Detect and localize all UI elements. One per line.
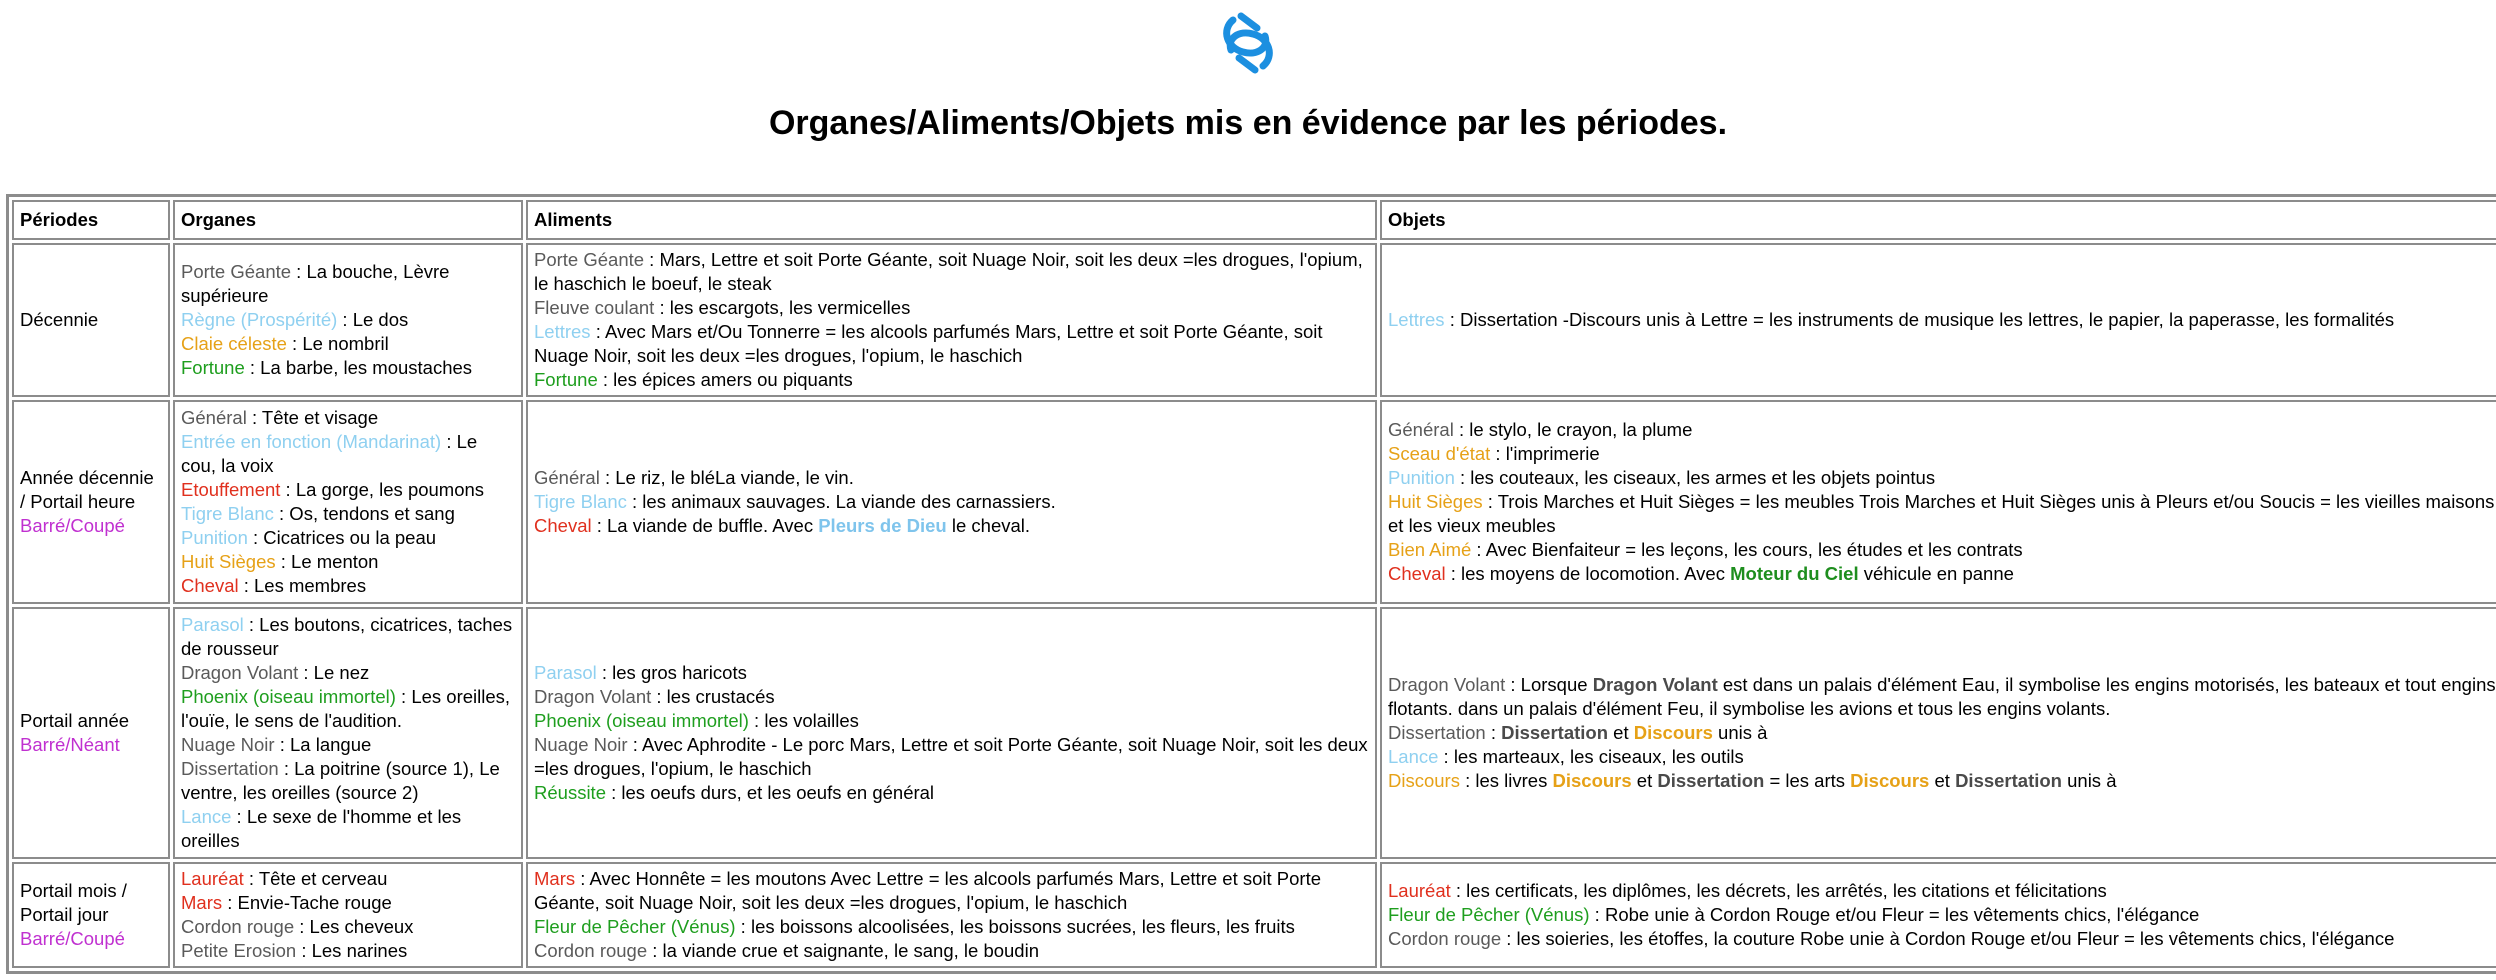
item-mid: = les arts (1764, 770, 1851, 791)
item-mid: et (1631, 770, 1658, 791)
list-item (181, 613, 515, 661)
item-text: : les volailles (748, 710, 859, 731)
list-item (181, 478, 515, 502)
list-item (181, 406, 515, 430)
item-label: Lance (181, 806, 232, 827)
item-label: Tigre Blanc (181, 503, 274, 524)
item-label: Lauréat (181, 868, 244, 889)
list-item (181, 430, 515, 478)
item-text: : Mars, Lettre et soit Porte Géante, soit Nuage Noir, soit les deux =les drogues, l'opium, le haschich le boeuf, le steak (534, 249, 1363, 294)
table-row-annee-decennie (12, 400, 2496, 604)
list-item (534, 248, 1369, 296)
item-text: : les soieries, les étoffes, la couture Robe unie à Cordon Rouge et/ou Fleur = les vêtements chics, l'élégance (1501, 928, 2395, 949)
period-sub: Barré/Néant (20, 734, 120, 755)
item-label: Tigre Blanc (534, 491, 627, 512)
item-text: : Avec Mars et/Ou Tonnerre = les alcools parfumés Mars, Lettre et soit Porte Géante, soit Nuage Noir, soit les deux =les drogues, l'opium, le haschich (534, 321, 1323, 366)
list-item (181, 891, 515, 915)
item-label: Punition (181, 527, 248, 548)
item-label: Fortune (534, 369, 598, 390)
list-item (181, 915, 515, 939)
item-text: : les épices amers ou piquants (597, 369, 853, 390)
item-label: Huit Sièges (1388, 491, 1483, 512)
list-item (534, 733, 1369, 781)
list-item (534, 514, 1369, 538)
item-label: Cheval (534, 515, 592, 536)
list-item (181, 502, 515, 526)
period-name: Décennie (20, 309, 99, 330)
item-text: : Le sexe de l'homme et les oreilles (181, 806, 462, 851)
item-text: : Les membres (238, 575, 367, 596)
item-tail: véhicule en panne (1858, 563, 2014, 584)
list-item (534, 490, 1369, 514)
list-item (1388, 769, 2496, 793)
list-item (1388, 927, 2496, 951)
period-name: Portail année (20, 710, 130, 731)
list-item (181, 308, 515, 332)
period-cell (12, 607, 170, 859)
table-row-decennie (12, 243, 2496, 397)
item-label: Claie céleste (181, 333, 287, 354)
item-label: Mars (181, 892, 223, 913)
item-bold: Dragon Volant (1592, 674, 1718, 695)
item-text: : Tête et cerveau (243, 868, 388, 889)
item-text: : Avec Honnête = les moutons Avec Lettre = les alcools parfumés Mars, Lettre et soit Porte Géante, soit Nuage Noir, soit les deux =les drogues, l'opium, le haschich (534, 868, 1321, 913)
list-item (534, 320, 1369, 368)
objets-cell (1380, 400, 2496, 604)
item-label: Nuage Noir (534, 734, 628, 755)
list-item (181, 526, 515, 550)
period-sub: Barré/Coupé (20, 928, 125, 949)
item-label: Petite Erosion (181, 940, 297, 961)
list-item (181, 332, 515, 356)
item-mid: et (1608, 722, 1634, 743)
item-bold: Discours (1552, 770, 1632, 791)
item-bold: Dissertation (1501, 722, 1609, 743)
objets-cell (1380, 243, 2496, 397)
item-text: : Le menton (275, 551, 379, 572)
item-bold: Pleurs de Dieu (818, 515, 947, 536)
item-text: : La langue (274, 734, 372, 755)
list-item (534, 867, 1369, 915)
item-label: Mars (534, 868, 576, 889)
item-text: : Les boutons, cicatrices, taches de rousseur (181, 614, 513, 659)
objets-cell (1380, 862, 2496, 968)
item-text: : les escargots, les vermicelles (654, 297, 911, 318)
item-text: : La viande de buffle. Avec (591, 515, 819, 536)
item-label: Général (181, 407, 247, 428)
list-item (534, 296, 1369, 320)
aliments-cell (526, 862, 1377, 968)
item-text: : les certificats, les diplômes, les décrets, les arrêtés, les citations et félicitations (1450, 880, 2107, 901)
list-item (534, 685, 1369, 709)
list-item (181, 260, 515, 308)
period-cell (12, 243, 170, 397)
item-text: : Les cheveux (294, 916, 414, 937)
item-label: Porte Géante (181, 261, 292, 282)
item-text: : Avec Bienfaiteur = les leçons, les cours, les études et les contrats (1471, 539, 2023, 560)
list-item (1388, 673, 2496, 721)
organes-cell (173, 862, 523, 968)
list-item (1388, 879, 2496, 903)
item-tail: est dans un palais d'élément Eau, il symbolise les engins motorisés, les bateaux et tout engins flotants. dans un palais d'élément Feu, il symbolise les avions et tous les engins volants. (1388, 674, 2496, 719)
item-label: Règne (Prospérité) (181, 309, 338, 330)
list-item (181, 939, 515, 963)
period-cell (12, 862, 170, 968)
item-label: Sceau d'état (1388, 443, 1491, 464)
item-text: : Dissertation -Discours unis à Lettre = les instruments de musique les lettres, le papier, la paperasse, les formalités (1444, 309, 2395, 330)
item-text: : (1485, 722, 1502, 743)
table-row-portail-mois (12, 862, 2496, 968)
item-label: Parasol (534, 662, 597, 683)
item-text: : Le riz, le bléLa viande, le vin. (599, 467, 854, 488)
item-label: Dragon Volant (534, 686, 652, 707)
item-text: : Les narines (296, 940, 408, 961)
item-text: : les crustacés (651, 686, 775, 707)
item-text: : les livres (1459, 770, 1553, 791)
item-text: : Tête et visage (246, 407, 379, 428)
item-text: : Cicatrices ou la peau (247, 527, 437, 548)
header-objets: Objets (1380, 200, 2496, 240)
item-label: Parasol (181, 614, 244, 635)
item-bold: Moteur du Ciel (1730, 563, 1859, 584)
period-name: Année décennie / Portail heure (20, 467, 154, 512)
item-text: : les couteaux, les ciseaux, les armes et les objets pointus (1454, 467, 1936, 488)
item-tail: unis à (1712, 722, 1768, 743)
page-title: Organes/Aliments/Objets mis en évidence par les périodes. (768, 104, 1728, 142)
list-item (534, 368, 1369, 392)
item-text: : Le nombril (286, 333, 389, 354)
item-label: Lettres (1388, 309, 1445, 330)
item-label: Lettres (534, 321, 591, 342)
list-item (1388, 490, 2496, 538)
list-item (1388, 745, 2496, 769)
periods-table (6, 194, 2496, 974)
item-label: Dissertation (181, 758, 279, 779)
item-label: Cordon rouge (534, 940, 648, 961)
list-item (534, 781, 1369, 805)
period-name: Portail mois / Portail jour (20, 880, 127, 925)
item-label: Bien Aimé (1388, 539, 1472, 560)
list-item (1388, 562, 2496, 586)
item-text: : Avec Aphrodite - Le porc Mars, Lettre et soit Porte Géante, soit Nuage Noir, soit les deux =les drogues, l'opium, le haschich (534, 734, 1368, 779)
item-label: Dragon Volant (181, 662, 299, 683)
period-cell (12, 400, 170, 604)
item-label: Entrée en fonction (Mandarinat) (181, 431, 442, 452)
item-text: : les boissons alcoolisées, les boissons sucrées, les fleurs, les fruits (735, 916, 1295, 937)
header-organes: Organes (173, 200, 523, 240)
list-item (1388, 418, 2496, 442)
item-bold: Dissertation (1657, 770, 1765, 791)
item-label: Fleur de Pêcher (Vénus) (534, 916, 736, 937)
list-item (534, 915, 1369, 939)
item-label: Punition (1388, 467, 1455, 488)
header-aliments: Aliments (526, 200, 1377, 240)
aliments-cell (526, 400, 1377, 604)
organes-cell (173, 243, 523, 397)
item-mid: et (1929, 770, 1956, 791)
item-text: : les animaux sauvages. La viande des carnassiers. (626, 491, 1056, 512)
item-label: Fortune (181, 357, 245, 378)
item-label: Lauréat (1388, 880, 1451, 901)
table-row-portail-annee (12, 607, 2496, 859)
item-label: Phoenix (oiseau immortel) (534, 710, 749, 731)
list-item (181, 757, 515, 805)
item-label: Lance (1388, 746, 1439, 767)
knot-logo-icon (1213, 8, 1283, 78)
list-item (1388, 903, 2496, 927)
item-text: : Lorsque (1505, 674, 1593, 695)
item-label: Cheval (181, 575, 239, 596)
period-sub: Barré/Coupé (20, 515, 125, 536)
list-item (1388, 308, 2496, 332)
list-item (534, 466, 1369, 490)
item-tail: le cheval. (946, 515, 1031, 536)
list-item (1388, 466, 2496, 490)
item-text: : Le dos (337, 309, 409, 330)
aliments-cell (526, 607, 1377, 859)
item-bold: Discours (1850, 770, 1930, 791)
organes-cell (173, 400, 523, 604)
item-label: Fleuve coulant (534, 297, 655, 318)
list-item (181, 867, 515, 891)
item-label: Cordon rouge (181, 916, 295, 937)
item-text: : Trois Marches et Huit Sièges = les meubles Trois Marches et Huit Sièges unis à Pleurs et/ou Soucis = les vieilles maisons et les vieux meubles (1388, 491, 2495, 536)
item-text: : Les oreilles, l'ouïe, le sens de l'audition. (181, 686, 511, 731)
item-label: Nuage Noir (181, 734, 275, 755)
item-text: : Le cou, la voix (181, 431, 478, 476)
item-label: Réussite (534, 782, 606, 803)
item-label: Etouffement (181, 479, 281, 500)
item-label: Phoenix (oiseau immortel) (181, 686, 396, 707)
list-item (181, 356, 515, 380)
item-label: Dissertation (1388, 722, 1486, 743)
item-text: : Os, tendons et sang (273, 503, 455, 524)
item-label: Porte Géante (534, 249, 645, 270)
item-text: : les gros haricots (596, 662, 747, 683)
item-label: Cordon rouge (1388, 928, 1502, 949)
item-label: Discours (1388, 770, 1460, 791)
item-text: : les marteaux, les ciseaux, les outils (1438, 746, 1744, 767)
list-item (534, 709, 1369, 733)
item-label: Général (534, 467, 600, 488)
objets-cell (1380, 607, 2496, 859)
item-label: Général (1388, 419, 1454, 440)
item-label: Dragon Volant (1388, 674, 1506, 695)
item-bold: Dissertation (1955, 770, 2062, 791)
list-item (1388, 721, 2496, 745)
item-text: : La gorge, les poumons (280, 479, 485, 500)
organes-cell (173, 607, 523, 859)
list-item (534, 939, 1369, 963)
item-label: Cheval (1388, 563, 1446, 584)
item-text: : Robe unie à Cordon Rouge et/ou Fleur = les vêtements chics, l'élégance (1589, 904, 2200, 925)
list-item (181, 805, 515, 853)
aliments-cell (526, 243, 1377, 397)
item-text: : le stylo, le crayon, la plume (1453, 419, 1693, 440)
table-header-row (12, 200, 2496, 240)
list-item (181, 550, 515, 574)
item-text: : la viande crue et saignante, le sang, le boudin (647, 940, 1039, 961)
list-item (181, 661, 515, 685)
list-item (181, 733, 515, 757)
item-text: : l'imprimerie (1490, 443, 1600, 464)
header-periodes: Périodes (12, 200, 170, 240)
item-label: Fleur de Pêcher (Vénus) (1388, 904, 1590, 925)
item-text: : La bouche, Lèvre supérieure (181, 261, 450, 306)
item-text: : Le nez (298, 662, 370, 683)
list-item (1388, 538, 2496, 562)
item-tail: unis à (2061, 770, 2117, 791)
item-text: : La barbe, les moustaches (244, 357, 473, 378)
list-item (1388, 442, 2496, 466)
list-item (181, 574, 515, 598)
list-item (181, 685, 515, 733)
item-text: : La poitrine (source 1), Le ventre, les oreilles (source 2) (181, 758, 500, 803)
list-item (534, 661, 1369, 685)
item-text: : les oeufs durs, et les oeufs en général (605, 782, 935, 803)
item-label: Huit Sièges (181, 551, 276, 572)
item-text: : Envie-Tache rouge (222, 892, 392, 913)
item-text: : les moyens de locomotion. Avec (1445, 563, 1731, 584)
item-bold: Discours (1633, 722, 1713, 743)
